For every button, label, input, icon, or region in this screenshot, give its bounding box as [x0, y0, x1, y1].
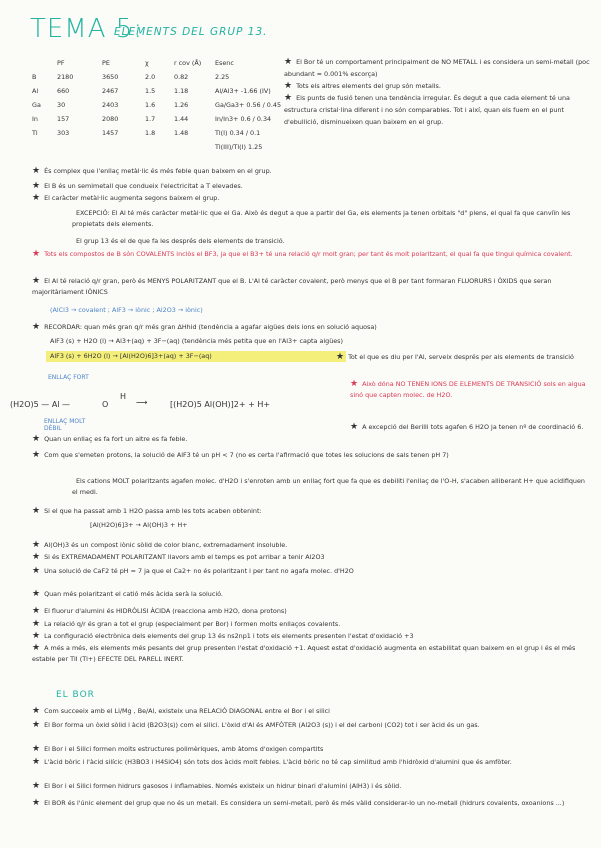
note-item — [32, 181, 582, 192]
note-text: Tot el que es diu per l'Al, serveix després per als elements de transició — [348, 353, 574, 361]
note-item — [32, 606, 592, 617]
note-item — [32, 619, 592, 630]
table-header: PE — [102, 59, 110, 67]
bullet-star-icon: ★ — [32, 606, 41, 616]
note-item — [32, 566, 592, 577]
note-item — [86, 520, 586, 531]
table-cell: Tl(III)/Tl(I) 1.25 — [215, 143, 263, 151]
bullet-star-icon: ★ — [32, 540, 41, 550]
table-cell: Ga/Ga3+ 0.56 / 0.45 — [215, 101, 282, 109]
note-item — [32, 434, 302, 445]
table-cell: 1.7 — [145, 115, 156, 123]
right-notes — [284, 56, 590, 128]
bullet-star-icon: ★ — [32, 506, 41, 516]
table-cell: 2403 — [102, 101, 119, 109]
table-cell: 0.82 — [174, 73, 189, 81]
table-row — [32, 140, 292, 154]
note-text: El B és un semimetall que condueix l'electricitat a T elevades. — [44, 182, 243, 190]
bullet-star-icon: ★ — [350, 422, 359, 432]
table-row — [32, 70, 292, 84]
table-cell: In — [32, 115, 38, 123]
note-item — [32, 506, 592, 517]
note-text: El caràcter metàl·lic augmenta segons baixem el grup. — [44, 194, 220, 202]
table-cell: 1.18 — [174, 87, 189, 95]
note-text: És complex que l'enllaç metàl·lic és més feble quan baixem en el grup. — [44, 167, 272, 175]
table-cell: 2.0 — [145, 73, 156, 81]
table-cell: 1.6 — [145, 101, 156, 109]
bor-note-item — [32, 798, 592, 809]
table-cell: 2.25 — [215, 73, 230, 81]
note-text: El Bor i el Silici formen molts estructures polimèriques, amb àtoms d'oxigen compartits — [44, 745, 324, 753]
note-text: El Bor forma un òxid sòlid i àcid (B2O3(s)) com el silici. L'òxid d'Al és AMFÒTER (Al2O3 (s)) i el del carboni (CO2) tot i ser àcid és un gas. — [44, 721, 480, 729]
note-item — [72, 476, 592, 498]
note-text: La relació q/r és gran a tot el grup (especialment per Bor) i formen molts enllaços covalents. — [44, 620, 341, 628]
table-cell — [57, 140, 102, 154]
note-item — [32, 643, 592, 665]
note-item — [350, 379, 600, 401]
note-text: A excepció del Berilli tots agafen 6 H2O ja tenen nº de coordinació 6. — [362, 423, 584, 431]
bullet-star-icon: ★ — [32, 757, 41, 767]
note-text: El BOR és l'únic element del grup que no és un metall. Es considera un semi-metall, però és més vàlid considerar-lo un no-metall (hidrurs covalents, oxoanions ...) — [44, 799, 565, 807]
list-item: ★ El Bor té un comportament principalment de NO METALL i es considera un semi-metall (poc abundant ≈ 0.001% escorça) — [284, 57, 590, 78]
bullet-star-icon: ★ — [32, 166, 41, 176]
hydration-diagram — [10, 374, 340, 432]
table-cell: 1.44 — [174, 115, 189, 123]
note-text: Al(OH)3 és un compost iònic sòlid de color blanc, extremadament insoluble. — [44, 541, 288, 549]
note-text: Això dóna NO TENEN IONS DE ELEMENTS DE TRANSICIÓ sols en aigua sinó que capten molec. de H2O. — [350, 380, 586, 399]
bor-note-item — [32, 781, 592, 792]
bullet-star-icon: ★ — [32, 798, 41, 808]
bullet-star-icon: ★ — [32, 589, 41, 599]
note-item — [32, 276, 592, 298]
note-text: AlF3 (s) + 6H2O (l) → [Al(H2O)6]3+(aq) + 3F−(aq) — [50, 352, 212, 360]
diagram-left: (H2O)5 — Al — — [10, 400, 71, 409]
note-text: La configuració electrònica dels elements del grup 13 és ns2np1 i tots els elements presenten l'estat d'oxidació +3 — [44, 632, 414, 640]
bullet-star-icon: ★ — [32, 720, 41, 730]
bullet-star-icon: ★ — [32, 181, 41, 191]
note-item — [32, 589, 592, 600]
table-cell: 660 — [57, 87, 70, 95]
note-text: Com que s'emeten protons, la solució de AlF3 té un pH < 7 (no es certa l'afirmació que totes les solucions de sals tenen pH 7) — [44, 451, 449, 459]
note-item — [32, 450, 592, 461]
table-cell: 1.5 — [145, 87, 156, 95]
note-item — [350, 422, 600, 433]
properties-table — [32, 56, 292, 154]
table-row — [32, 126, 292, 140]
bullet-star-icon: ★ — [32, 643, 41, 653]
bullet-star-icon: ★ — [32, 744, 41, 754]
note-item — [32, 631, 592, 642]
table-cell: 1457 — [102, 129, 119, 137]
label-strong: ENLLAÇ FORT — [48, 374, 89, 381]
note-text: Quan un enllaç es fa fort un altre es fa feble. — [44, 435, 188, 443]
table-cell — [102, 140, 145, 154]
table-cell: Ga — [32, 101, 41, 109]
bullet-star-icon: ★ — [336, 352, 345, 362]
bor-note-item — [32, 744, 592, 755]
note-text: El Al té relació q/r gran, però és MENYS POLARITZANT que el B. L'Al té caràcter covalent, però menys que el B per tant formaran FLUORURS i ÒXIDS que seran majoritàriament IÒNICS — [32, 277, 552, 296]
note-item — [32, 166, 582, 177]
bullet-star-icon: ★ — [32, 249, 41, 259]
table-cell: 3650 — [102, 73, 119, 81]
table-cell: 1.26 — [174, 101, 189, 109]
note-text: RECORDAR: quan més gran q/r més gran ΔHhid (tendència a agafar aigües dels ions en solució aquosa) — [44, 323, 377, 331]
table-header-row — [32, 56, 292, 70]
table-cell: 2467 — [102, 87, 119, 95]
table-cell: B — [32, 73, 37, 81]
bullet-star-icon: ★ — [32, 631, 41, 641]
table-cell: 2180 — [57, 73, 74, 81]
note-text: El Bor i el Silici formen hidrurs gasosos i inflamables. Només existeix un hidrur binari d'alumini (AlH3) i és sòlid. — [44, 782, 402, 790]
table-cell: Al/Al3+ -1.66 (IV) — [215, 87, 271, 95]
bullet-star-icon: ★ — [32, 434, 41, 444]
bullet-star-icon: ★ — [350, 379, 359, 389]
table-cell — [174, 140, 215, 154]
bor-note-item — [32, 757, 592, 768]
note-item — [32, 193, 582, 204]
note-text: A més a més, els elements més pesants del grup presenten l'estat d'oxidació +1. Aquest estat d'oxidació augmenta en estabilitat quan baixem en el grup i és el més estable per TlI (Tl+) EFECTE DEL PARELL INERT. — [32, 644, 576, 663]
bor-note-item — [32, 706, 592, 717]
note-item — [46, 305, 406, 316]
section-title-bor: EL BOR — [56, 690, 95, 700]
note-item — [72, 236, 582, 247]
note-text: AlF3 (s) + H2O (l) → Al3+(aq) + 3F−(aq) (tendència més petita que en l'Al3+ capta aigües) — [50, 337, 344, 345]
list-item: ★ Els punts de fusió tenen una tendència irregular. És degut a que cada element té una estructura cristal·lina diferent i no són comparables. Tot i així, quan els fuem en el punt d'ebullició, disminueixen quan baixem en el grup. — [284, 93, 570, 126]
note-item — [72, 208, 582, 230]
note-item — [32, 552, 592, 563]
table-cell — [145, 140, 174, 154]
page-title: TEMA 5: — [30, 14, 144, 44]
table-cell: 1.48 — [174, 129, 189, 137]
list-item: ★ Tots els altres elements del grup són metalls. — [284, 81, 441, 91]
note-item — [32, 322, 592, 333]
label-weak: ENLLAÇ MOLT DÈBIL — [44, 418, 86, 432]
bullet-star-icon: ★ — [32, 193, 41, 203]
table-header: χ — [145, 59, 149, 67]
note-text: EXCEPCIÓ: El Al té més caràcter metàl·lic que el Ga. Això és degut a que a partir del Ga, els elements ja tenen orbitals "d" plens, el qual fa que canviïn les propietats dels elements. — [72, 209, 571, 228]
note-text: Quan més polaritzant el catió més àcida serà la solució. — [44, 590, 223, 598]
bullet-star-icon: ★ — [32, 619, 41, 629]
table-cell: 1.8 — [145, 129, 156, 137]
table-cell — [32, 140, 57, 154]
diagram-arrow: ⟶ — [136, 398, 148, 407]
note-item — [46, 351, 346, 362]
table-cell: 30 — [57, 101, 66, 109]
diagram-center: [(H2O)5 Al(OH)]2+ + H+ — [170, 400, 271, 409]
table-cell: 2080 — [102, 115, 119, 123]
note-item — [336, 352, 596, 363]
note-text: El fluorur d'alumini és HIDRÒLISI ÀCIDA (reacciona amb H2O, dona protons) — [44, 607, 287, 615]
note-text: Si és EXTREMADAMENT POLARITZANT llavors amb el temps es pot arribar a tenir Al2O3 — [44, 553, 325, 561]
page-subtitle: ELEMENTS DEL GRUP 13. — [114, 26, 268, 38]
table-row — [32, 98, 292, 112]
table-cell: Al — [32, 87, 39, 95]
note-text: Els cations MOLT polaritzants agafen molec. d'H2O i s'enroten amb un enllaç fort que fa que es debiliti l'enllaç de l'O-H, s'acaben alliberant H+ que acidifiquen el medi. — [72, 477, 585, 496]
note-text: Si el que ha passat amb 1 H2O passa amb les tots acaben obtenint: — [44, 507, 262, 515]
note-text: Com succeeix amb el Li/Mg , Be/Al, existeix una RELACIÓ DIAGONAL entre el Bor i el silici — [44, 707, 330, 715]
table-row — [32, 112, 292, 126]
bullet-star-icon: ★ — [32, 552, 41, 562]
table-header: r cov (Å) — [174, 59, 202, 67]
bullet-star-icon: ★ — [32, 276, 41, 286]
bullet-star-icon: ★ — [32, 566, 41, 576]
table-header: PF — [57, 59, 65, 67]
note-item — [46, 336, 346, 347]
note-text: L'àcid bòric i l'àcid silícic (H3BO3 i H4SiO4) són tots dos àcids molt febles. L'àcid bòric no té cap similitud amb l'hidròxid d'alumini que és amfòter. — [44, 758, 512, 766]
note-item — [32, 540, 592, 551]
note-text: Tots els compostos de B són COVALENTS inclòs el BF3, ja que el B3+ té una relació q/r molt gran; per tant és molt polaritzant, el qual fa que tingui química covalent. — [44, 250, 573, 258]
bullet-star-icon: ★ — [32, 781, 41, 791]
table-cell: 303 — [57, 129, 70, 137]
table-header: Esenc — [215, 59, 234, 67]
note-text: El grup 13 és el de que fa les després dels elements de transició. — [76, 237, 285, 245]
table-row — [32, 84, 292, 98]
note-text: Una solució de CaF2 té pH = 7 ja que el Ca2+ no és polaritzant i per tant no agafa molec. d'H2O — [44, 567, 354, 575]
bor-note-item — [32, 720, 592, 731]
note-text: (AlCl3 → covalent ; AlF3 → iònic ; Al2O3 → iònic) — [50, 306, 203, 314]
bullet-star-icon: ★ — [32, 706, 41, 716]
diagram-hydrogen: H — [120, 392, 127, 401]
bullet-star-icon: ★ — [32, 450, 41, 460]
note-text: [Al(H2O)6]3+ → Al(OH)3 + H+ — [90, 521, 188, 529]
table-cell: In/In3+ 0.6 / 0.34 — [215, 115, 272, 123]
note-item — [32, 249, 592, 260]
table-cell: 157 — [57, 115, 70, 123]
bullet-star-icon: ★ — [32, 322, 41, 332]
table-cell: Tl — [32, 129, 38, 137]
table-cell: Tl(I) 0.34 / 0.1 — [215, 129, 261, 137]
table-header — [32, 56, 57, 70]
diagram-oxygen: O — [102, 400, 109, 409]
